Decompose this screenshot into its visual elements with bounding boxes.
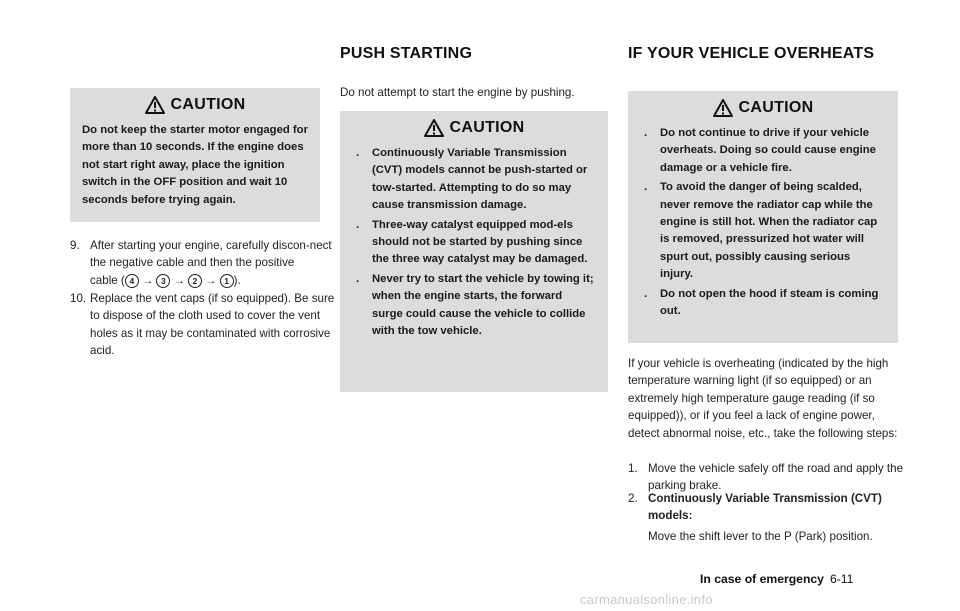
caution-item-text: Do not continue to drive if your vehicle overheats. Doing so could cause engine damage or a vehicle fire. [660, 127, 876, 174]
warning-triangle-icon [424, 119, 444, 137]
overheat-step-2 [628, 490, 918, 525]
caution-list [352, 145, 596, 340]
caution-title: CAUTION [170, 96, 246, 113]
arrow-icon: → [205, 273, 217, 287]
circled-number: 2 [188, 274, 202, 288]
step-number: 9. [70, 239, 80, 252]
page-footer [700, 570, 853, 588]
caution-title: CAUTION [738, 99, 814, 116]
bullet: . [644, 127, 648, 139]
step-text: Replace the vent caps (if so equipped). Be sure to dispose of the cloth used to cover the vent holes as it may be contaminated with corrosive acid. [90, 292, 335, 358]
arrow-icon: → [173, 273, 185, 287]
caution-list [640, 125, 886, 320]
closing-paren: ). [233, 273, 241, 287]
caution-item-text: Continuously Variable Transmission (CVT) models cannot be push-started or tow-started. Attempting to do so may cause transmission damage. [372, 147, 588, 212]
bullet: . [644, 181, 648, 194]
step-9 [70, 237, 340, 289]
caution-header [640, 99, 886, 117]
step-number: 1. [628, 462, 638, 475]
caution-item [352, 145, 596, 215]
page-number: 6-11 [829, 572, 854, 586]
caution-header [352, 119, 596, 137]
caution-item-text: Three-way catalyst equipped mod-els should not be started by pushing since the three way catalyst may be damaged. [372, 218, 588, 266]
intro-text: Do not attempt to start the engine by pushing. [340, 86, 575, 99]
step-number: 10. [70, 292, 87, 305]
arrow-icon: → [141, 273, 154, 287]
warning-triangle-icon [713, 99, 733, 117]
step-text: After starting your engine, carefully discon-nect the negative cable and then the positive [90, 239, 332, 270]
bullet: . [356, 272, 360, 285]
circled-number: 1 [220, 274, 234, 288]
bullet: . [644, 287, 648, 300]
footer-section-title: In case of emergency [700, 572, 824, 586]
caution-box-overheat [628, 91, 898, 343]
section-heading-push-starting: PUSH STARTING [340, 45, 473, 62]
watermark: carmanualsonline.info [580, 592, 713, 607]
caution-item-text: Do not open the hood if steam is coming out. [660, 287, 879, 318]
caution-title: CAUTION [449, 119, 525, 136]
step-2-detail: Move the shift lever to the P (Park) position. [648, 530, 873, 543]
step-number: 2. [628, 492, 638, 505]
caution-item-text: Never try to start the vehicle by towing it; when the engine starts, the forward surge could cause the vehicle to collide with the tow vehicle. [372, 272, 594, 338]
circled-number: 4 [125, 274, 139, 288]
caution-item [640, 286, 886, 321]
bullet: . [356, 218, 360, 231]
caution-item-text: To avoid the danger of being scalded, never remove the radiator cap while the engine is still hot. When the radiator cap is removed, pressurized hot water will spurt out, possibly causing serious injury. [660, 181, 878, 281]
step-10 [70, 290, 340, 360]
bullet: . [356, 147, 360, 159]
section-heading-overheats: IF YOUR VEHICLE OVERHEATS [628, 45, 875, 62]
caution-item [640, 179, 886, 283]
step-text: Move the vehicle safely off the road and apply the parking brake. [648, 462, 904, 493]
caution-item [352, 271, 596, 341]
warning-triangle-icon [145, 96, 165, 114]
caution-item [640, 125, 886, 177]
caution-header [82, 96, 308, 114]
step-text: Continuously Variable Transmission (CVT) models: [648, 492, 882, 523]
caution-item [352, 217, 596, 269]
cable-label: cable ( [90, 273, 125, 287]
circled-number: 3 [156, 274, 170, 288]
caution-text: Do not keep the starter motor engaged for more than 10 seconds. If the engine does not start right away, place the ignition switch in the OFF position and wait 10 seconds before trying again. [82, 124, 308, 206]
caution-box-push [340, 111, 608, 392]
overheat-intro: If your vehicle is overheating (indicated by the high temperature warning light (if so equipped) or an extremely high temperature gauge reading (if so equipped)), or if you feel a lack of engine power, detect abnormal noise, etc., take the following steps: [628, 357, 898, 440]
caution-box-starter [70, 88, 320, 222]
